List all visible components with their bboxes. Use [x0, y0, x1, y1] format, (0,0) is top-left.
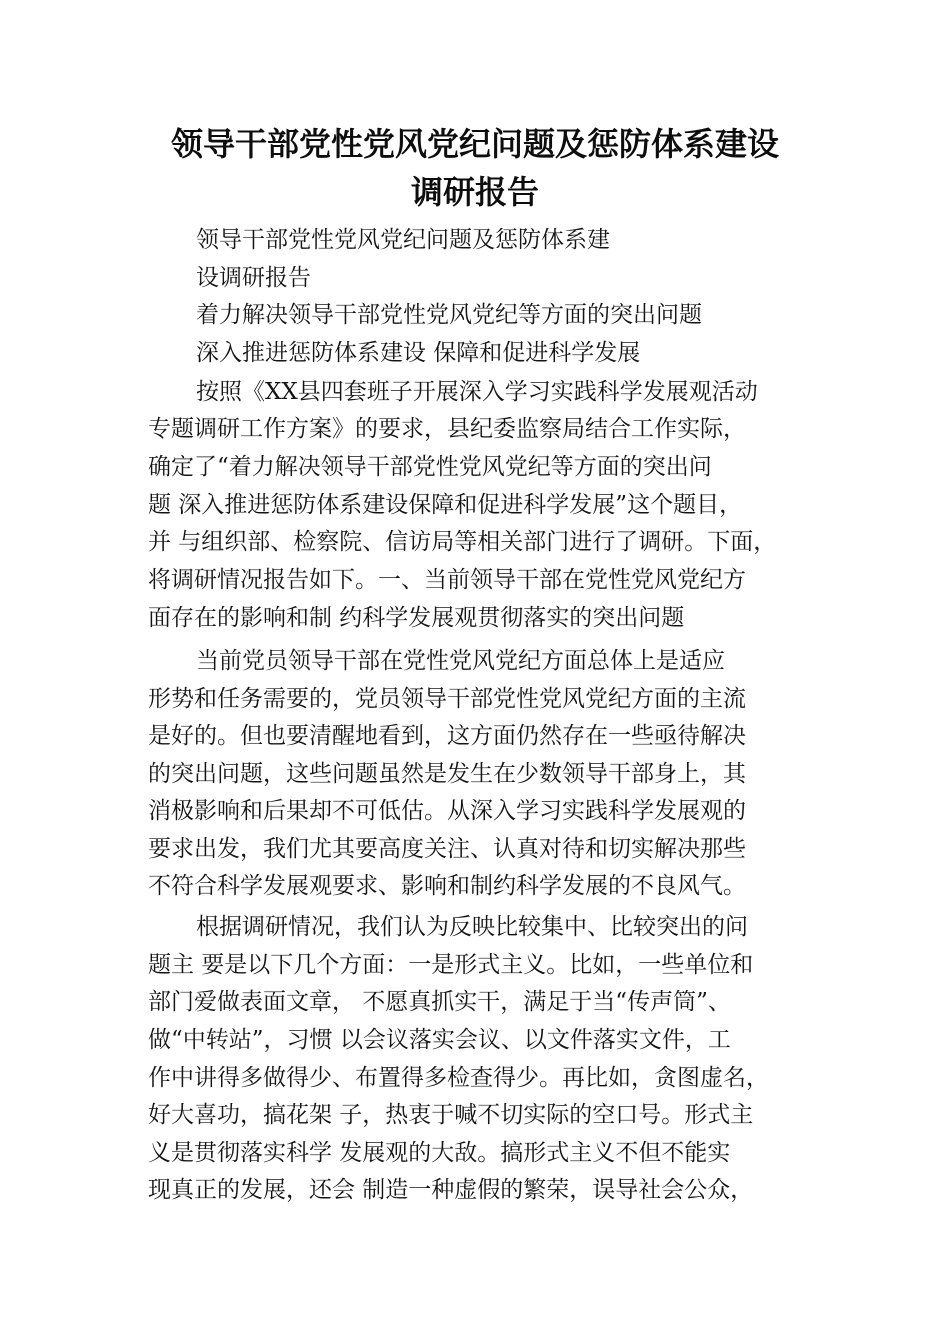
body-line: 的突出问题，这些问题虽然是发生在少数领导干部身上，其	[148, 761, 746, 787]
document-title-line-1: 领导干部党性党风党纪问题及惩防体系建设	[170, 125, 779, 163]
body-line: 确定了“着力解决领导干部党性党风党纪等方面的突出问	[148, 454, 712, 480]
body-line: 不符合科学发展观要求、影响和制约科学发展的不良风气。	[148, 873, 746, 899]
body-line: 深入推进惩防体系建设 保障和促进科学发展	[196, 340, 641, 366]
body-line: 设调研报告	[196, 265, 311, 291]
body-line: 现真正的发展，还会 制造一种虚假的繁荣，误导社会公众，	[148, 1177, 754, 1203]
body-line: 要求出发，我们尤其要高度关注、认真对待和切实解决那些	[148, 836, 746, 862]
body-line: 专题调研工作方案》的要求，县纪委监察局结合工作实际，	[148, 416, 746, 442]
body-line: 义是贯彻落实科学 发展观的大敌。搞形式主义不但不能实	[148, 1140, 731, 1166]
body-line: 做“中转站”，习惯 以会议落实会议、以文件落实文件，工	[148, 1027, 731, 1053]
body-line: 面存在的影响和制 约科学发展观贯彻落实的突出问题	[148, 605, 685, 631]
body-line: 并 与组织部、检察院、信访局等相关部门进行了调研。下面，	[148, 529, 777, 555]
body-line: 消极影响和后果却不可低估。从深入学习实践科学发展观的	[148, 798, 746, 824]
body-line: 将调研情况报告如下。一、当前领导干部在党性党风党纪方	[148, 567, 746, 593]
body-line: 根据调研情况，我们认为反映比较集中、比较突出的问	[196, 914, 748, 940]
body-line: 题主 要是以下几个方面：一是形式主义。比如，一些单位和	[148, 952, 754, 978]
body-line: 按照《XX县四套班子开展深入学习实践科学发展观活动	[196, 379, 758, 405]
body-line: 好大喜功，搞花架 子，热衷于喊不切实际的空口号。形式主	[148, 1102, 754, 1128]
body-line: 形势和任务需要的，党员领导干部党性党风党纪方面的主流	[148, 686, 746, 712]
body-line: 领导干部党性党风党纪问题及惩防体系建	[196, 227, 610, 253]
body-line: 部门爱做表面文章， 不愿真抓实干，满足于当“传声筒”、	[148, 989, 731, 1015]
document-title-line-2: 调研报告	[410, 173, 539, 211]
body-line: 着力解决领导干部党性党风党纪等方面的突出问题	[196, 302, 702, 328]
body-line: 是好的。但也要清醒地看到，这方面仍然存在一些亟待解决	[148, 723, 746, 749]
body-line: 作中讲得多做得少、布置得多检查得少。再比如，贪图虚名，	[148, 1065, 769, 1091]
body-line: 当前党员领导干部在党性党风党纪方面总体上是适应	[196, 648, 725, 674]
body-line: 题 深入推进惩防体系建设保障和促进科学发展”这个题目，	[148, 492, 743, 518]
